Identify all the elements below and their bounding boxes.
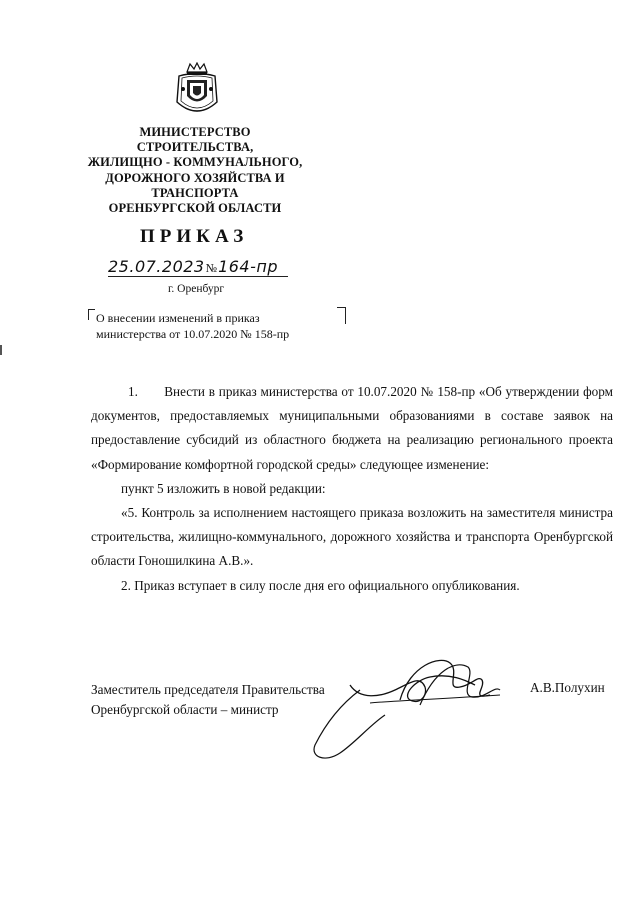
date-underline — [108, 276, 288, 277]
order-number: 164-пр — [218, 257, 278, 276]
order-title: ПРИКАЗ — [140, 226, 249, 247]
ministry-line: МИНИСТЕРСТВО — [139, 125, 251, 139]
ministry-line: ТРАНСПОРТА — [151, 185, 239, 200]
ministry-name — [60, 125, 330, 216]
ministry-line: ЖИЛИЩНО - КОММУНАЛЬНОГО, — [87, 155, 303, 170]
subject-line: О внесении изменений в приказ — [96, 311, 260, 325]
order-date-number — [108, 257, 278, 277]
order-date: 25.07.2023 — [108, 257, 205, 276]
position-line: Оренбургской области – министр — [91, 702, 279, 717]
order-subject — [96, 310, 289, 342]
paragraph-1: 1. Внести в приказ министерства от 10.07.2020 № 158-пр «Об утверждении форм документов, предоставляемых муниципальными образованиями в составе заявок на предоставление субсидий из областного бюджета на реализацию регионального проекта «Формирование комфортной городской среды» следующее изменение: — [91, 384, 613, 472]
ministry-line: ОРЕНБУРГСКОЙ ОБЛАСТИ — [108, 201, 282, 216]
signature-icon — [300, 645, 520, 775]
paragraph-2: пункт 5 изложить в новой редакции: — [121, 480, 326, 496]
subject-bracket-right — [337, 307, 346, 324]
city: г. Оренбург — [168, 283, 225, 295]
paragraph-4: 2. Приказ вступает в силу после дня его официального опубликования. — [121, 577, 520, 593]
margin-mark — [0, 345, 2, 355]
ministry-line: ДОРОЖНОГО ХОЗЯЙСТВА И — [105, 170, 285, 185]
subject-line: министерства от 10.07.2020 № 158-пр — [96, 327, 290, 341]
subject-bracket-left — [88, 309, 95, 320]
signatory-position — [91, 680, 325, 720]
ministry-line: СТРОИТЕЛЬСТВА, — [136, 140, 254, 155]
paragraph-3: «5. Контроль за исполнением настоящего приказа возложить на заместителя министра строительства, жилищно-коммунального, дорожного хозяйства и транспорта Оренбургской области Гоношилкина А.В.». — [91, 505, 613, 569]
order-body — [91, 380, 613, 598]
position-line: Заместитель председателя Правительства — [91, 682, 325, 697]
signatory-name: А.В.Полухин — [530, 680, 605, 695]
number-sign: № — [205, 261, 218, 275]
coat-of-arms-icon — [173, 62, 221, 120]
